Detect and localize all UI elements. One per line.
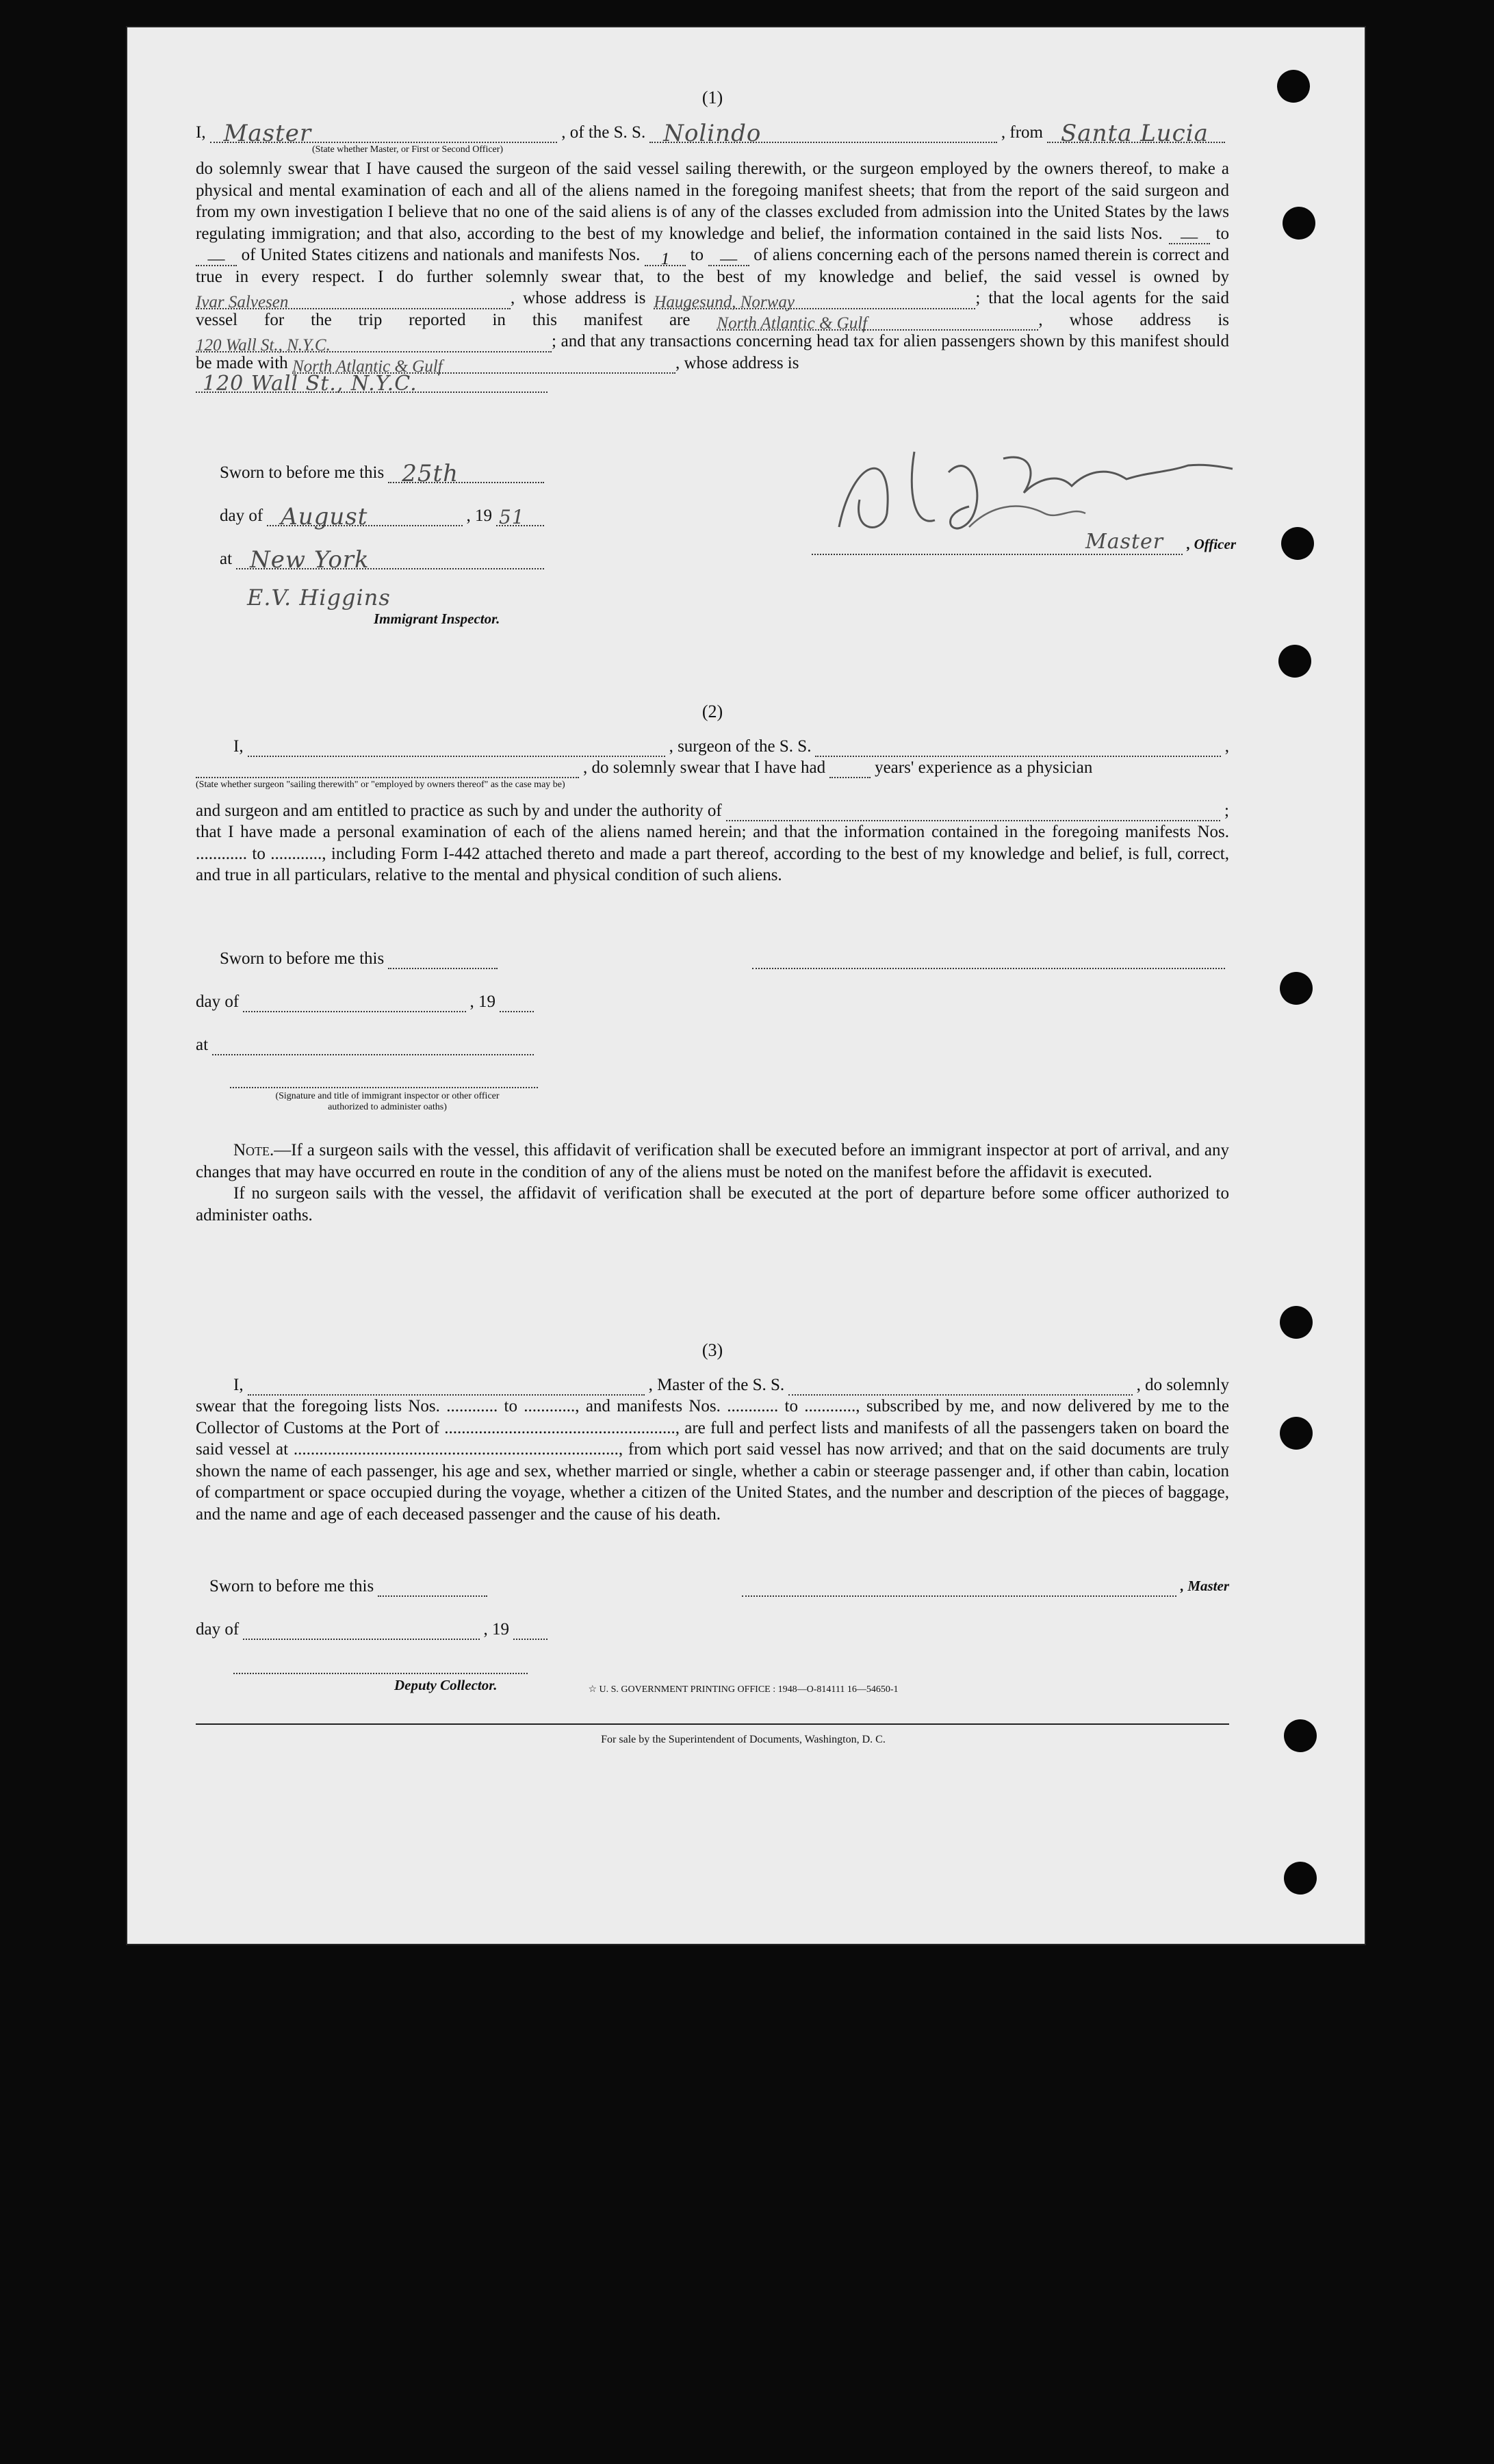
label: Sworn to before me this <box>220 463 385 482</box>
label: years' experience as a physician <box>875 758 1093 777</box>
sworn-line <box>196 948 1229 969</box>
manifest-to-field <box>708 248 749 266</box>
master-signature-field <box>742 1578 1176 1597</box>
note-paragraph-2: If no surgeon sails with the vessel, the affidavit of verification shall be executed at the port of departure before some officer authorized to administer oaths. <box>196 1184 1229 1224</box>
label: and surgeon and am entitled to practice as such by and under the authority of <box>196 801 722 820</box>
label: to <box>1215 224 1229 243</box>
punch-hole <box>1280 1306 1313 1339</box>
place-field <box>212 1036 534 1055</box>
year-field <box>496 507 544 526</box>
rank-field <box>210 120 558 147</box>
tax-address-line <box>196 372 552 396</box>
authority-line: and surgeon and am entitled to practice as such by and under the authority of ; <box>196 801 1229 820</box>
label: at <box>220 550 233 568</box>
value: North Atlantic & Gulf <box>717 314 868 333</box>
label: to <box>690 246 704 264</box>
agents-field <box>717 313 1038 331</box>
day-line <box>196 991 538 1012</box>
inspector-signature <box>220 583 548 611</box>
month-field <box>267 503 462 530</box>
officer-signature-scribble <box>812 431 1236 548</box>
agents-address-field <box>196 335 552 355</box>
surgeon-name-field <box>248 738 665 757</box>
sworn-line <box>220 460 548 487</box>
port-field <box>1047 120 1225 147</box>
sale-notice: For sale by the Superintendent of Documents, Washington, D. C. <box>601 1734 886 1745</box>
oath-text: of United States citizens and nationals and manifests Nos. <box>241 246 641 264</box>
inspector-caption: Immigrant Inspector. <box>374 611 500 627</box>
oath-text: of aliens concerning each of the persons named therein is correct and true in every respect. I do further solemnly swear that, to the best of my knowledge and belief, the said vessel is owned by <box>196 246 1230 286</box>
label: , 19 <box>469 992 495 1011</box>
value: 120 Wall St., N.Y.C. <box>196 335 331 355</box>
section-number: (3) <box>701 1340 723 1360</box>
label: , 19 <box>466 506 492 525</box>
sworn-day-field <box>388 460 544 487</box>
manifest-paragraph: swear that the foregoing lists Nos. ............ to ............, and manifests Nos. ............ to ............, subscribed by me, and now delivered by me to the Collector of Customs at the Port of ......................................................, are full and perfect lists and manifests of all the passengers taken on board the said vessel at ............................................................................, from which port said vessel has now arrived; and that on the said documents are truly shown the name of each passenger, his age and sex, whether married or single, whether a cabin or steerage passenger and, if other than cabin, location of compartment or space occupied during the voyage, whether a citizen of the United States, and the number and description of the pieces of baggage, and the name and age of each deceased passenger and the cause of his death. <box>196 1397 1229 1524</box>
years-field <box>829 759 871 778</box>
label: whose address is <box>1069 310 1229 329</box>
handwritten-day: 25th <box>402 460 459 487</box>
sworn-line <box>196 1576 1229 1597</box>
label: at <box>196 1036 209 1054</box>
officer-caption: , Officer <box>1187 536 1236 552</box>
ship-field <box>788 1376 1132 1396</box>
year-field <box>513 1621 548 1640</box>
day-line <box>220 503 548 530</box>
sig-note: (Signature and title of immigrant inspector or other officer authorized to administer oaths) <box>275 1091 500 1112</box>
section-3-sworn-block <box>196 1576 1229 1694</box>
year-field <box>500 993 534 1012</box>
handwritten-year: 51 <box>499 506 525 528</box>
punch-hole <box>1280 972 1313 1005</box>
section-2-sworn-block <box>196 948 1229 1113</box>
footer-rule <box>196 1723 1229 1725</box>
deputy-sig-line <box>233 1673 528 1674</box>
oath-paragraph: do solemnly swear that I have caused the surgeon of the said vessel sailing therewith, or the surgeon employed by the owners thereof, to make a physical and mental examination of each and all of the aliens named in the foregoing manifest sheets; that from the report of the said surgeon and from my own investigation I believe that no one of the said aliens is of any of the classes excluded from admission into the United States by the laws regulating immigration; and that also, according to the best of my knowledge and belief, the information contained in the said lists Nos. — to — of United States citizens and nationals and manifests Nos. 1 to — of aliens concerning each of the persons named therein is correct and true in every respect. I do further solemnly swear that, to the best of my knowledge and belief, the said vessel is owned by Ivar Salvesen , whose address is Haugesund, Norway ; that the local agents for the said vessel for the trip reported in this manifest are North Atlantic & Gulf , whose address is 120 Wall St., N.Y.C. ; and that any transactions concerning head tax for alien passengers shown by this manifest should be made with North Atlantic & Gulf , whose address is <box>196 159 1230 376</box>
tax-address-field <box>196 372 548 396</box>
oath-text: ; and that any transactions concerning head tax for alien passengers shown by this manifest should be made with <box>196 332 1229 372</box>
sworn-day-field <box>388 950 498 969</box>
punch-hole <box>1284 1719 1317 1752</box>
value: — <box>207 249 225 268</box>
label: day of <box>220 506 263 525</box>
surgeon-line-2 <box>196 757 1229 778</box>
surgeon-ship-field <box>815 738 1220 757</box>
label: , from <box>1001 123 1043 142</box>
month-field <box>243 1621 479 1640</box>
value: — <box>1181 228 1198 246</box>
authority-field <box>726 802 1220 821</box>
at-line <box>196 1034 538 1055</box>
label: I, <box>233 737 244 756</box>
punch-hole <box>1278 645 1311 678</box>
handwritten-ship: Nolindo <box>663 120 762 147</box>
note-text: —If a surgeon sails with the vessel, this affidavit of verification shall be executed before an immigrant inspector at port of arrival, and any changes that may have occurred en route in the condition of any of the aliens must be noted on the manifest before the affidavit is executed. <box>196 1141 1229 1181</box>
master-name-field <box>248 1376 645 1396</box>
handwritten-place: New York <box>250 546 370 574</box>
section-2-note <box>196 1140 1229 1226</box>
label: Sworn to before me this <box>209 1577 374 1595</box>
section-1-sworn-block <box>220 462 548 628</box>
label: Sworn to before me this <box>220 949 385 968</box>
note-label: Note. <box>233 1141 274 1159</box>
lists-from-field <box>1169 227 1210 244</box>
surgeon-line: I, , surgeon of the S. S. , <box>233 737 1229 756</box>
punch-hole <box>1284 1862 1317 1895</box>
punch-hole <box>1281 527 1314 560</box>
oath-text: that the local agents for the said vessel for the trip reported in this manifest are <box>196 289 1230 329</box>
section-number: (1) <box>701 88 723 107</box>
sworn-day-field <box>378 1578 487 1597</box>
surgeon-status-note: (State whether surgeon "sailing therewith" or "employed by owners thereof" as the case may be) <box>196 780 565 790</box>
officer-field <box>812 530 1183 555</box>
label: , do solemnly <box>1136 1376 1229 1394</box>
punch-hole <box>1283 207 1315 240</box>
surgeon-signature-field <box>752 950 1225 969</box>
value: — <box>720 249 738 268</box>
value: Ivar Salvesen <box>196 292 289 311</box>
lists-to-field <box>196 248 237 266</box>
punch-hole <box>1277 70 1310 103</box>
surgeon-paragraph: that I have made a personal examination of each of the aliens named herein; and that the information contained in the foregoing manifests Nos. ............ to ............, including Form I-442 attached thereto and made a part thereof, according to the best of my knowledge and belief, is full, correct, and true in all particulars, relative to the mental and physical condition of such aliens. <box>196 823 1229 884</box>
officer-signature-block <box>812 431 1236 568</box>
handwritten-rank: Master <box>223 120 312 147</box>
value: 1 <box>660 249 670 268</box>
deputy-caption: Deputy Collector. <box>394 1677 498 1693</box>
label: , whose address is <box>675 353 799 372</box>
handwritten-address: 120 Wall St., N.Y.C. <box>203 372 417 396</box>
section-2-surgeon-oath <box>196 702 1229 886</box>
label: , whose address is <box>511 289 646 307</box>
label: , surgeon of the S. S. <box>669 737 812 756</box>
value: Haugesund, Norway <box>654 292 795 311</box>
label: I, <box>196 123 206 142</box>
place-field <box>236 546 544 574</box>
sig-line <box>230 1087 538 1088</box>
day-line <box>196 1619 552 1640</box>
section-number: (2) <box>701 702 723 721</box>
label: day of <box>196 992 240 1011</box>
master-line <box>196 120 1229 147</box>
master-caption: , Master <box>1180 1578 1229 1594</box>
rank-note: (State whether Master, or First or Second Officer) <box>312 144 504 155</box>
label: day of <box>196 1620 240 1639</box>
master-line <box>196 1374 1229 1396</box>
section-1-master-oath <box>196 88 1230 396</box>
handwritten-port: Santa Lucia <box>1061 120 1209 147</box>
month-field <box>243 993 465 1012</box>
label: , do solemnly swear that I have had <box>583 758 826 777</box>
label: , 19 <box>483 1620 509 1639</box>
form-page <box>127 27 1365 1944</box>
value: North Atlantic & Gulf <box>292 357 443 376</box>
owner-address-field <box>654 292 975 309</box>
note-paragraph <box>196 1140 1229 1183</box>
officer-line <box>812 530 1236 555</box>
section-3-master-oath <box>196 1340 1229 1525</box>
at-line <box>220 546 548 574</box>
handwritten-inspector: E.V. Higgins <box>247 585 391 611</box>
handwritten-officer-title: Master <box>1085 530 1164 554</box>
owner-field <box>196 292 511 309</box>
punch-hole <box>1280 1417 1313 1450</box>
manifest-from-field <box>645 248 686 266</box>
gpo-imprint: ☆ U. S. GOVERNMENT PRINTING OFFICE : 1948—O-814111 16—54650-1 <box>588 1684 899 1695</box>
surgeon-status-field <box>196 759 579 778</box>
label: I, <box>233 1376 244 1394</box>
label: , Master of the S. S. <box>648 1376 785 1394</box>
handwritten-month: August <box>281 503 368 530</box>
oath-text: do solemnly swear that I have caused the surgeon of the said vessel sailing therewith, or the surgeon employed by the owners thereof, to make a physical and mental examination of each and all of the aliens named in the foregoing manifest sheets; that from the report of the said surgeon and from my own investigation I believe that no one of the said aliens is of any of the classes excluded from admission into the United States by the laws regulating immigration; and that also, according to the best of my knowledge and belief, the information contained in the said lists Nos. <box>196 159 1229 243</box>
label: , of the S. S. <box>561 123 646 142</box>
ship-field <box>649 120 997 147</box>
